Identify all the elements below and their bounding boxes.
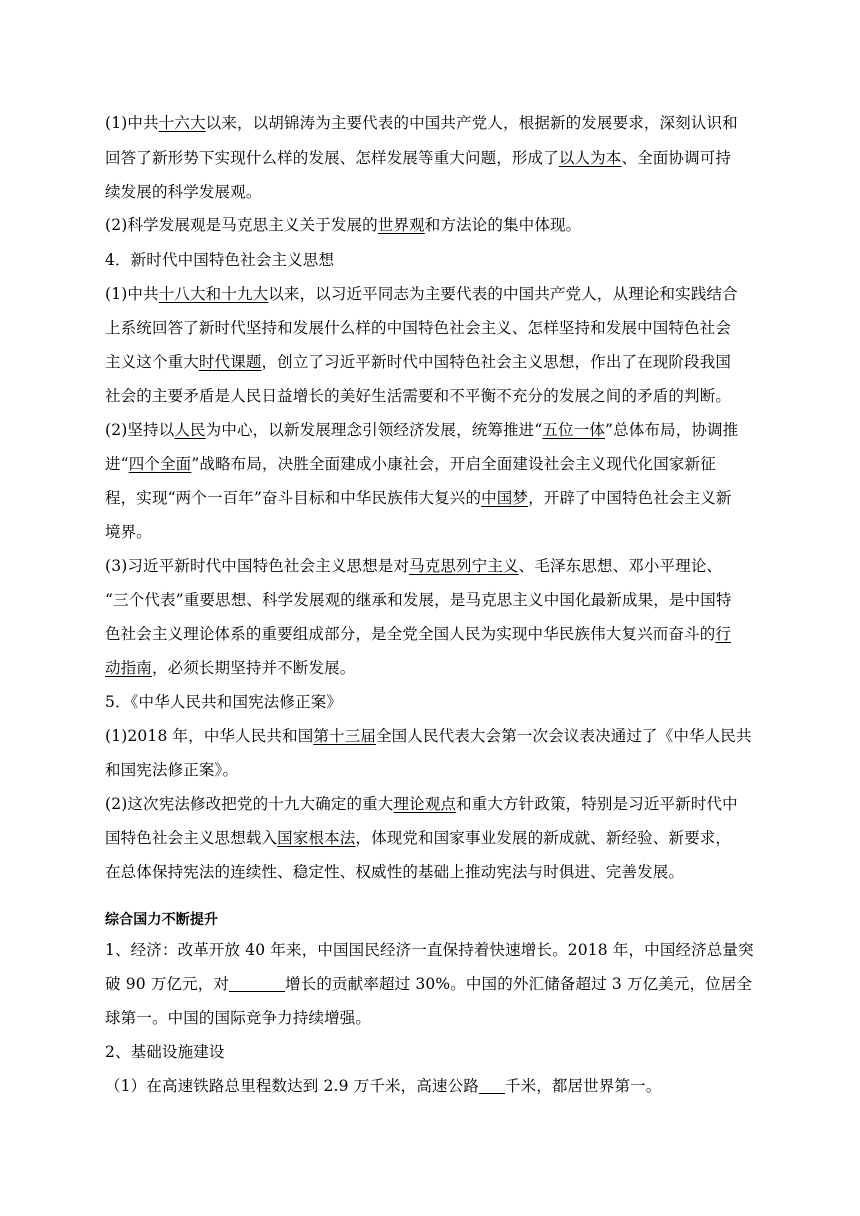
text-line [105, 318, 731, 338]
text-segment: (2)坚持以 [105, 421, 175, 439]
text-segment: 色社会主义理论体系的重要组成部分，是全党全国人民为实现中华民族伟大复兴而奋斗的 [105, 625, 716, 643]
text-segment: 5．《中华人民共和国宪法修正案》 [105, 693, 343, 711]
underlined-keyword: 马克思列宁主义 [409, 557, 519, 575]
text-line [105, 590, 732, 610]
text-segment: 千米，都居世界第一。 [504, 1077, 662, 1095]
text-line [105, 215, 581, 235]
text-line [105, 1076, 661, 1096]
text-segment: 以来，以胡锦涛为主要代表的中国共产党人，根据新的发展要求，深刻认识和 [205, 114, 738, 132]
text-segment: ，体现党和国家事业发展的新成就、新经验、新要求， [355, 829, 732, 847]
text-segment: 以来，以习近平同志为主要代表的中国共产党人，从理论和实践结合 [268, 285, 738, 303]
text-segment: 4．新时代中国特色社会主义思想 [105, 251, 335, 269]
text-line [105, 726, 752, 746]
text-line [105, 522, 152, 542]
underlined-keyword: 五位一体 [542, 421, 606, 439]
text-segment: 全国人民代表大会第一次会议表决通过了《中华人民共 [376, 727, 752, 745]
text-segment: 主义这个重大 [105, 353, 199, 371]
text-segment: 为中心，以新发展理念引领经济发展，统筹推进“ [205, 421, 543, 439]
text-segment: ”战略布局，决胜全面建成小康社会，开启全面建设社会主义现代化国家新征 [191, 455, 716, 473]
underlined-keyword: 国家根本法 [277, 829, 356, 847]
text-segment: (2)科学发展观是马克思主义关于发展的 [105, 216, 378, 234]
text-segment: 、全面协调可持 [621, 149, 732, 167]
text-segment: 2、基础设施建设 [105, 1043, 225, 1061]
text-line [105, 760, 238, 780]
text-segment: 进“ [105, 455, 129, 473]
text-segment: 球第一。中国的国际竞争力持续增强。 [105, 1009, 372, 1027]
underlined-keyword: 人民 [174, 421, 206, 439]
text-segment: ”总体布局，协调推 [605, 421, 739, 439]
underlined-keyword: 以人为本 [558, 149, 622, 167]
underlined-keyword: 动指南 [105, 659, 152, 677]
text-segment: 和方法论的集中体现。 [424, 216, 582, 234]
text-segment: ，必须长期坚持并不断发展。 [151, 659, 356, 677]
text-line [105, 284, 738, 304]
text-line [105, 692, 342, 712]
text-line [105, 940, 754, 960]
text-segment: 综合国力不断提升 [105, 912, 219, 928]
text-line [105, 148, 731, 168]
text-segment: ，创立了习近平新时代中国特色社会主义思想，作出了在现阶段我国 [261, 353, 732, 371]
section-heading [105, 910, 218, 930]
text-segment: 破 90 万亿元，对 [105, 975, 230, 993]
underlined-keyword: 十六大 [158, 114, 206, 132]
underlined-keyword: 理论观点 [393, 795, 457, 813]
text-line [105, 624, 731, 644]
text-segment: 上系统回答了新时代坚持和发展什么样的中国特色社会主义、怎样坚持和发展中国特色社会 [105, 319, 732, 337]
text-segment: 社会的主要矛盾是人民日益增长的美好生活需要和不平衡不充分的发展之间的矛盾的判断。 [105, 387, 732, 405]
text-line [105, 794, 738, 814]
fill-in-blank[interactable] [479, 1079, 505, 1094]
text-segment: 回答了新形势下实现什么样的发展、怎样发展等重大问题，形成了 [105, 149, 559, 167]
text-line [105, 828, 731, 848]
text-segment: (1)中共 [105, 114, 159, 132]
underlined-keyword: 十八大和十九大 [158, 285, 269, 303]
text-segment: 、毛泽东思想、邓小平理论、 [518, 557, 723, 575]
text-line [105, 1008, 371, 1028]
text-line [105, 386, 731, 406]
text-segment: 和国宪法修正案》。 [105, 761, 239, 779]
text-segment: 程，实现“两个一百年”奋斗目标和中华民族伟大复兴的 [105, 489, 482, 507]
text-segment: 国特色社会主义思想载入 [105, 829, 278, 847]
text-segment: 境界。 [105, 523, 152, 541]
text-segment: ，开辟了中国特色社会主义新 [528, 489, 732, 507]
text-segment: 1、经济：改革开放 40 年来，中国国民经济一直保持着快速增长。2018 年，中国经济总量突 [105, 941, 754, 959]
text-segment: (2)这次宪法修改把党的十九大确定的重大 [105, 795, 394, 813]
text-segment: 在总体保持宪法的连续性、稳定性、权威性的基础上推动宪法与时俱进、完善发展。 [105, 863, 685, 881]
text-line [105, 454, 716, 474]
text-line [105, 420, 738, 440]
text-line [105, 352, 731, 372]
text-line [105, 488, 732, 508]
text-line [105, 974, 752, 994]
text-segment: (1)中共 [105, 285, 159, 303]
text-segment: 和重大方针政策，特别是习近平新时代中 [456, 795, 738, 813]
underlined-keyword: 时代课题 [198, 353, 262, 371]
text-segment: 增长的贡献率超过 30%。中国的外汇储备超过 3 万亿美元，位居全 [285, 975, 753, 993]
text-line [105, 862, 684, 882]
underlined-keyword: 世界观 [377, 216, 425, 234]
text-segment: (3)习近平新时代中国特色社会主义思想是对 [105, 557, 410, 575]
text-line [105, 250, 334, 270]
underlined-keyword: 行 [715, 625, 732, 643]
text-segment: （1）在高速铁路总里程数达到 2.9 万千米，高速公路 [105, 1077, 479, 1095]
text-line [105, 113, 738, 133]
fill-in-blank[interactable] [229, 977, 285, 992]
text-segment: “三个代表”重要思想、科学发展观的继承和发展，是马克思主义中国化最新成果，是中国特 [105, 591, 732, 609]
underlined-keyword: 四个全面 [128, 455, 192, 473]
text-line [105, 1042, 225, 1062]
text-segment: 续发展的科学发展观。 [105, 183, 262, 201]
underlined-keyword: 第十三届 [313, 727, 376, 745]
text-line [105, 658, 355, 678]
underlined-keyword: 中国梦 [481, 489, 529, 507]
text-line [105, 182, 262, 202]
text-line [105, 556, 722, 576]
text-segment: (1)2018 年，中华人民共和国 [105, 727, 314, 745]
